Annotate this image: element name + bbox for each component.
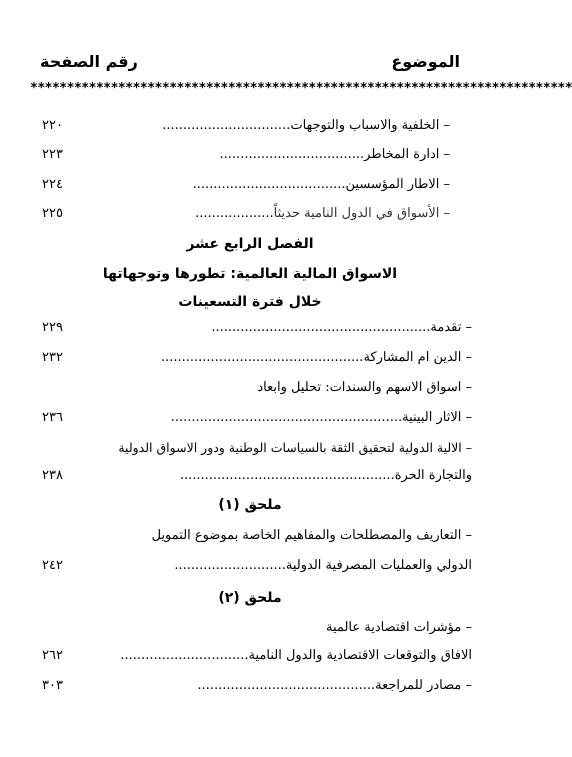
entry-page-number: ٢٤٢	[42, 558, 63, 573]
leader-dots: ...................................	[219, 147, 365, 162]
toc-entry	[326, 620, 472, 636]
entry-text: – الدين ام المشاركة	[363, 350, 472, 365]
entry-page-number: ٢٢٣	[42, 147, 63, 162]
toc-entry	[152, 528, 472, 544]
leader-dots: .....................................	[192, 177, 346, 192]
appendix-1-heading: ملحق (١)	[218, 497, 282, 513]
entry-text: – ادارة المخاطر	[364, 147, 450, 162]
toc-entry	[180, 468, 472, 484]
chapter-title: الاسواق المالية العالمية: تطورها وتوجهاتها	[102, 266, 398, 282]
leader-dots: ...............................	[162, 118, 291, 133]
entry-text: – اسواق الاسهم والسندات: تحليل وابعاد	[257, 380, 472, 395]
entry-text: – الخلفية والاسباب والتوجهات	[290, 118, 450, 133]
star-separator: **************************************************************************	[30, 81, 572, 96]
entry-text: – الاثار البينية	[402, 410, 472, 425]
topic-column-header: الموضوع	[391, 52, 460, 71]
entry-page-number: ٢٢٠	[42, 118, 63, 133]
toc-entry	[220, 147, 450, 163]
entry-page-number: ٢٢٩	[42, 320, 63, 335]
entry-page-number: ٢٢٥	[42, 206, 63, 221]
entry-text: – الالية الدولية لتحقيق الثقة بالسياسات الوطنية ودور الاسواق الدولية	[118, 440, 472, 455]
toc-entry	[118, 440, 472, 456]
entry-text: – الاطار المؤسسين	[345, 177, 450, 192]
entry-page-number: ٢٣٦	[42, 410, 63, 425]
leader-dots: ...............................	[120, 648, 249, 663]
entry-page-number: ٢٦٢	[42, 648, 63, 663]
leader-dots: ...........................	[174, 558, 286, 573]
toc-entry	[197, 678, 472, 694]
toc-entry	[171, 410, 472, 426]
entry-page-number: ٣٠٣	[42, 678, 63, 693]
entry-text: والتجارة الحرة	[394, 468, 472, 483]
entry-text: – تقدمة	[430, 320, 472, 335]
leader-dots: .....................................................	[211, 320, 431, 335]
toc-entry	[162, 118, 450, 134]
toc-entry	[211, 320, 472, 336]
chapter-subtitle: خلال فترة التسعينات	[178, 294, 322, 310]
toc-entry	[195, 206, 450, 222]
leader-dots: ....................................................	[179, 468, 395, 483]
toc-entry	[193, 177, 450, 193]
toc-entry	[120, 648, 472, 664]
entry-text: – مصادر للمراجعة	[375, 678, 472, 693]
entry-page-number: ٢٢٤	[42, 177, 63, 192]
toc-entry	[161, 350, 472, 366]
entry-text: الدولي والعمليات المصرفية الدولية	[285, 558, 472, 573]
leader-dots: .................................................	[160, 350, 364, 365]
chapter-heading: الفصل الرابع عشر	[186, 236, 314, 252]
page-number-column-header: رقم الصفحة	[40, 52, 138, 71]
entry-page-number: ٢٣٢	[42, 350, 63, 365]
leader-dots: ...........................................	[197, 678, 376, 693]
entry-text: – التعاريف والمصطلحات والمفاهيم الخاصة بموضوع التمويل	[151, 528, 472, 543]
leader-dots: ........................................................	[170, 410, 403, 425]
entry-text: – الأسواق في الدول النامية حديثاً	[273, 206, 450, 221]
leader-dots: ...................	[195, 206, 274, 221]
entry-page-number: ٢٣٨	[42, 468, 63, 483]
appendix-2-heading: ملحق (٢)	[218, 590, 282, 606]
toc-entry	[257, 380, 472, 396]
entry-text: الافاق والتوقعات الاقتصادية والدول النامية	[248, 648, 472, 663]
entry-text: – مؤشرات اقتصادية عالمية	[326, 620, 472, 635]
toc-entry	[174, 558, 472, 574]
